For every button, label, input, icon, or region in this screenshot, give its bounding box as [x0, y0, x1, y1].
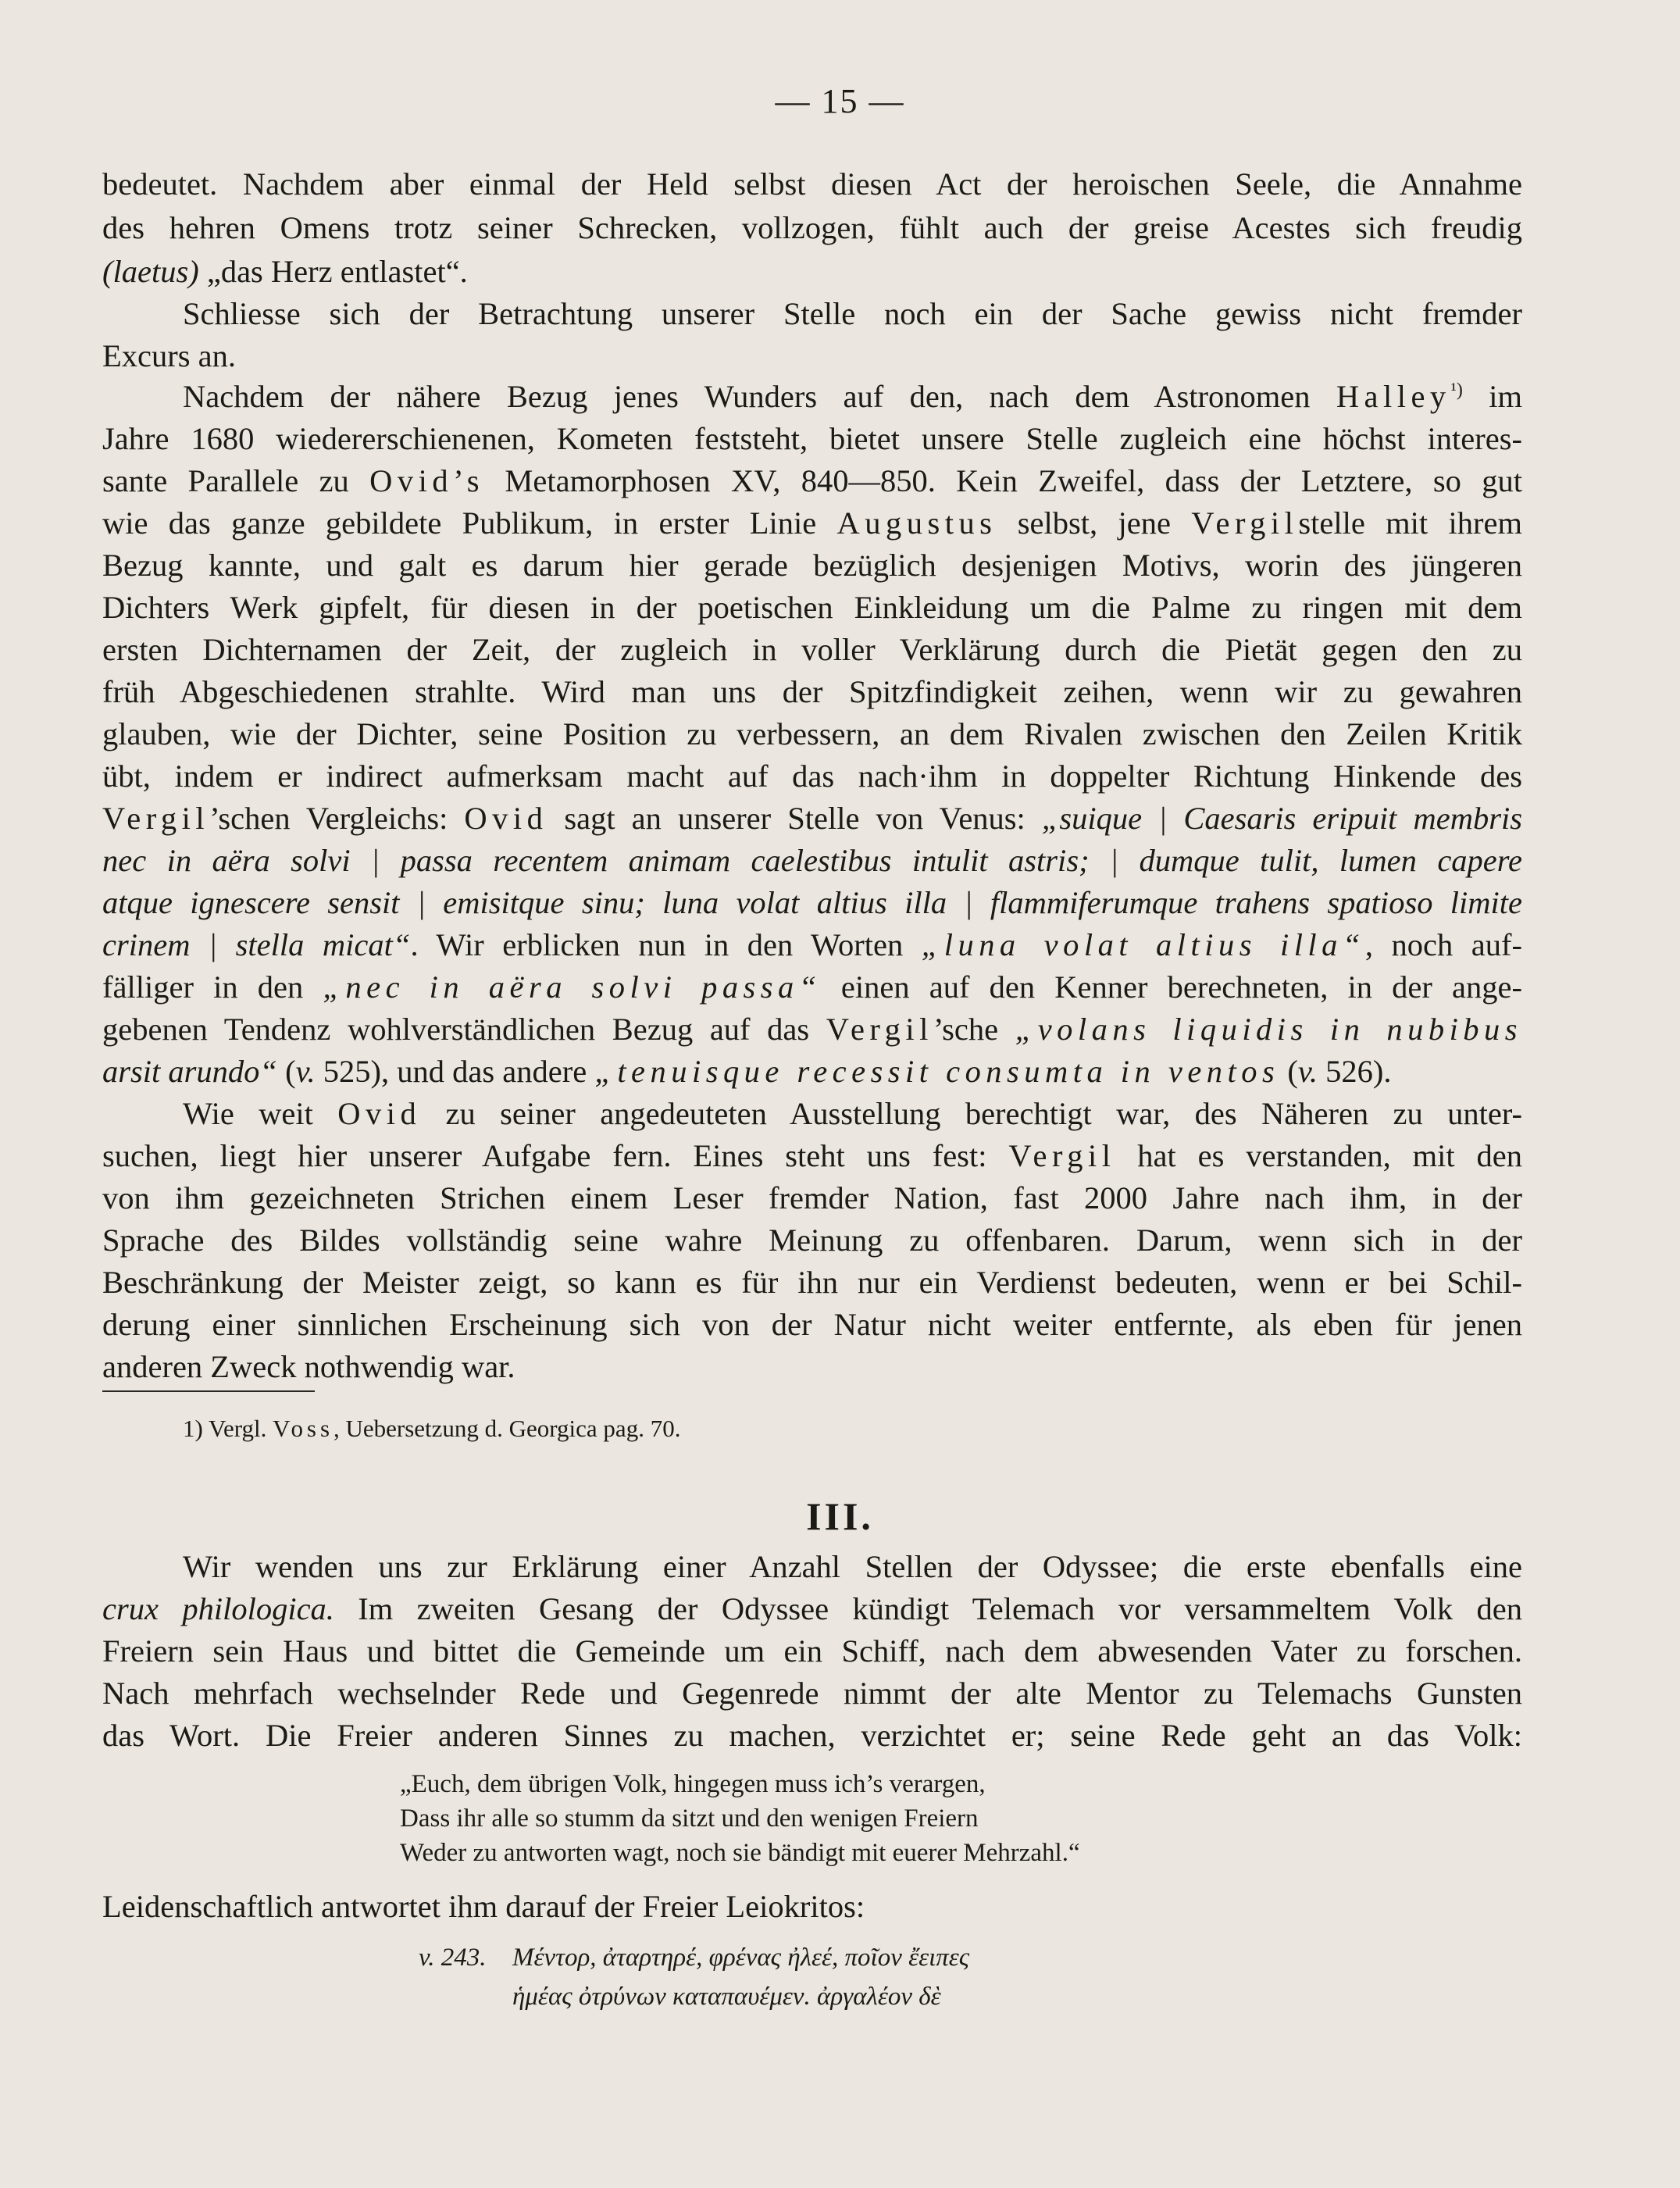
- author-name: Ovid’s: [369, 463, 485, 498]
- author-name: Vergil: [1191, 505, 1299, 541]
- footnote-rule: [102, 1390, 315, 1392]
- latin-quote-spaced: „volans liquidis in nubibus: [1015, 1012, 1523, 1047]
- author-name: Halley: [1336, 379, 1451, 414]
- greek-verse-line: ἡμέας ὀτρύνων καταπαυέμεν. ἀργαλέον δὲ: [512, 1983, 941, 2011]
- text-line: Wie weit Ovid zu seiner angedeuteten Ausstellung berechtigt war, des Näheren zu unter-: [183, 1096, 1522, 1131]
- latin-quote-spaced: „luna volat altius illa“: [921, 927, 1365, 962]
- text-line: crinem | stella micat“. Wir erblicken nun in den Worten „luna volat altius illa“, noch auf-: [102, 927, 1522, 962]
- latin-word: (laetus): [102, 254, 199, 289]
- text-line: glauben, wie der Dichter, seine Position zu verbessern, an dem Rivalen zwischen den Zeilen Kritik: [102, 716, 1522, 751]
- text-line: früh Abgeschiedenen strahlte. Wird man uns der Spitzfindigkeit zeihen, wenn wir zu gewahren: [102, 674, 1522, 709]
- author-name: Vergil: [102, 801, 210, 836]
- latin-quote-spaced: „tenuisque recessit consumta in ventos: [594, 1054, 1280, 1089]
- text-line: übt, indem er indirect aufmerksam macht auf das nach·ihm in doppelter Richtung Hinkende des: [102, 758, 1522, 794]
- text-line: des hehren Omens trotz seiner Schrecken, vollzogen, fühlt auch der greise Acestes sich freudig: [102, 210, 1522, 245]
- author-name: Ovid: [337, 1096, 422, 1131]
- latin-quote: crinem | stella micat“: [102, 927, 411, 962]
- latin-quote: atque ignescere sensit | emisitque sinu; luna volat altius illa | flammiferumque trahens spatioso limite: [102, 885, 1522, 920]
- text-line: arsit arundo“ (v. 525), und das andere „tenuisque recessit consumta in ventos (v. 526).: [102, 1054, 1392, 1089]
- author-name: Vergil: [1008, 1138, 1116, 1173]
- text-line: Excurs an.: [102, 338, 236, 373]
- text-line: Nachdem der nähere Bezug jenes Wunders auf den, nach dem Astronomen Halley$^{^1)}$ im: [183, 379, 1522, 414]
- author-name: Ovid: [464, 801, 548, 836]
- text-line: Dichters Werk gipfelt, für diesen in der poetischen Einkleidung um die Palme zu ringen mit dem: [102, 590, 1522, 625]
- text-line: von ihm gezeichneten Strichen einem Leser fremder Nation, fast 2000 Jahre nach ihm, in der: [102, 1180, 1522, 1215]
- author-name: Vergil: [826, 1012, 933, 1047]
- latin-quote-spaced: „nec in aëra solvi passa“: [323, 969, 822, 1005]
- text-line: (laetus) „das Herz entlastet“.: [102, 254, 468, 289]
- text-line: Leidenschaftlich antwortet ihm darauf der Freier Leiokritos:: [102, 1889, 865, 1924]
- text-line: sante Parallele zu Ovid’s Metamorphosen XV, 840—850. Kein Zweifel, dass der Letztere, so gut: [102, 463, 1522, 498]
- text-line: bedeutet. Nachdem aber einmal der Held selbst diesen Act der heroischen Seele, die Annahme: [102, 166, 1522, 202]
- verse-reference: v. 243.: [419, 1944, 487, 1972]
- verse-line: Dass ihr alle so stumm da sitzt und den wenigen Freiern: [400, 1804, 979, 1833]
- text-line: Beschränkung der Meister zeigt, so kann es für ihn nur ein Verdienst bedeuten, wenn er bei Schil-: [102, 1265, 1522, 1300]
- text-line: Schliesse sich der Betrachtung unserer Stelle noch ein der Sache gewiss nicht fremder: [183, 296, 1522, 331]
- text-line: [102, 839, 1522, 883]
- text-line: Nach mehrfach wechselnder Rede und Gegenrede nimmt der alte Mentor zu Telemachs Gunsten: [102, 1676, 1522, 1711]
- text-line: [102, 881, 1522, 925]
- text-line: Jahre 1680 wiedererschienenen, Kometen feststeht, bietet unsere Stelle zugleich eine höchst interes-: [102, 421, 1522, 456]
- page-number: — 15 —: [775, 82, 905, 120]
- section-heading: III.: [806, 1494, 874, 1538]
- latin-quote: nec in aëra solvi | passa recentem animam caelestibus intulit astris; | dumque tulit, lumen capere: [102, 843, 1522, 878]
- text-line: fälliger in den „nec in aëra solvi passa“ einen auf den Kenner berechneten, in der ange-: [102, 969, 1522, 1005]
- text-line: Wir wenden uns zur Erklärung einer Anzahl Stellen der Odyssee; die erste ebenfalls eine: [183, 1549, 1522, 1584]
- footnote-marker: ¹): [1450, 380, 1463, 401]
- text-line: das Wort. Die Freier anderen Sinnes zu machen, verzichtet er; seine Rede geht an das Volk:: [102, 1718, 1522, 1753]
- text-line: wie das ganze gebildete Publikum, in erster Linie Augustus selbst, jene Vergilstelle mit ihrem: [102, 505, 1522, 541]
- text-line: Vergil’schen Vergleichs: Ovid sagt an unserer Stelle von Venus: „suique | Caesaris eripuit membris: [102, 801, 1522, 836]
- greek-verse-line: Μέντορ, ἀταρτηρέ, φρένας ἠλεέ, ποῖον ἔειπες: [512, 1944, 970, 1972]
- text-line: anderen Zweck nothwendig war.: [102, 1349, 515, 1384]
- author-name: Augustus: [836, 505, 997, 541]
- text-line: Sprache des Bildes vollständig seine wahre Meinung zu offenbaren. Darum, wenn sich in der: [102, 1222, 1522, 1258]
- text-line: gebenen Tendenz wohlverständlichen Bezug auf das Vergil’sche „volans liquidis in nubibus: [102, 1012, 1523, 1047]
- text-line: Bezug kannte, und galt es darum hier gerade bezüglich desjenigen Motivs, worin des jüngeren: [102, 548, 1522, 583]
- text-line: suchen, liegt hier unserer Aufgabe fern. Eines steht uns fest: Vergil hat es verstanden, mit den: [102, 1138, 1522, 1173]
- text-line: crux philologica. Im zweiten Gesang der Odyssee kündigt Telemach vor versammeltem Volk den: [102, 1591, 1522, 1626]
- text-line: derung einer sinnlichen Erscheinung sich von der Natur nicht weiter entfernte, als eben für jenen: [102, 1307, 1522, 1342]
- latin-quote: „suique | Caesaris eripuit membris: [1041, 801, 1522, 836]
- verse-line: Weder zu antworten wagt, noch sie bändigt mit euerer Mehrzahl.“: [400, 1839, 1080, 1867]
- footnote: 1) Vergl. Voss, Uebersetzung d. Georgica pag. 70.: [183, 1415, 681, 1442]
- author-name: Voss: [273, 1415, 334, 1442]
- latin-quote: arsit arundo“: [102, 1054, 277, 1089]
- text-line: Freiern sein Haus und bittet die Gemeinde um ein Schiff, nach dem abwesenden Vater zu forschen.: [102, 1633, 1522, 1669]
- latin-phrase: crux philologica.: [102, 1591, 334, 1626]
- verse-line: „Euch, dem übrigen Volk, hingegen muss ich’s verargen,: [400, 1770, 986, 1798]
- text-line: ersten Dichternamen der Zeit, der zugleich in voller Verklärung durch die Pietät gegen den zu: [102, 632, 1522, 667]
